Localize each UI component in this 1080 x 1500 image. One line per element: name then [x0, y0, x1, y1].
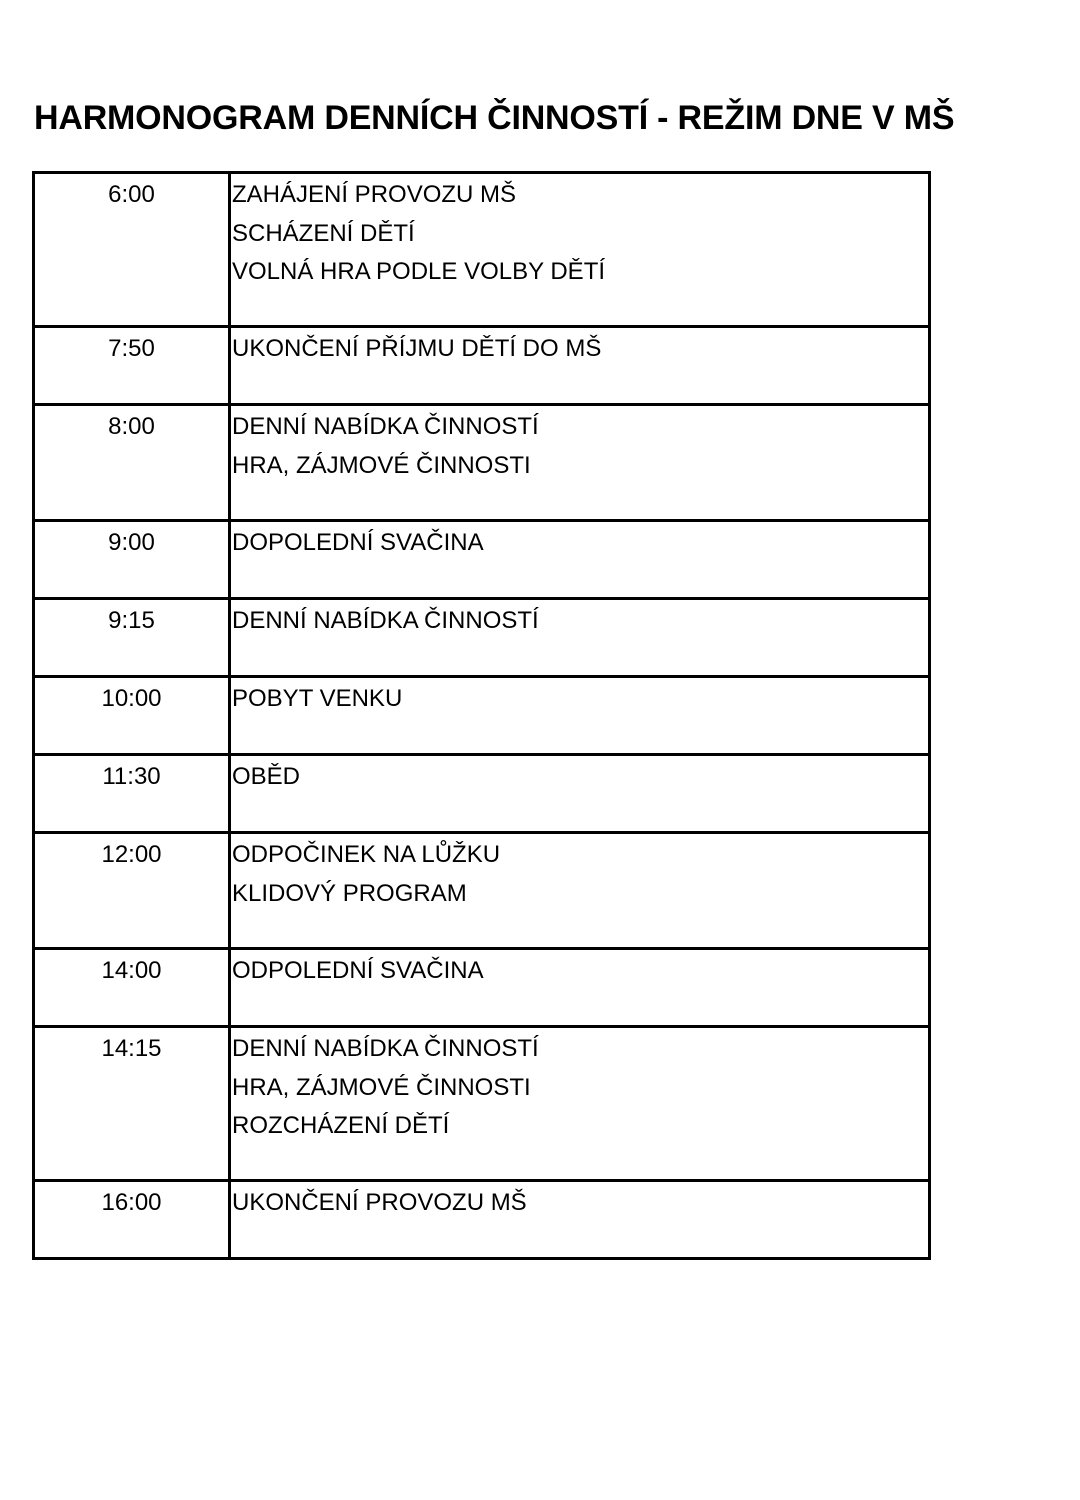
- schedule-activity: VOLNÁ HRA PODLE VOLBY DĚTÍ: [232, 258, 606, 285]
- schedule-activity-cell: [230, 521, 930, 599]
- schedule-body: [34, 173, 930, 1259]
- schedule-activity-cell: [230, 677, 930, 755]
- schedule-activity-cell: [230, 599, 930, 677]
- schedule-time: 9:15: [34, 599, 230, 677]
- schedule-row: [34, 599, 930, 677]
- schedule-activity-cell: [230, 1027, 930, 1181]
- schedule-activity: DENNÍ NABÍDKA ČINNOSTÍ: [232, 607, 539, 634]
- schedule-table: [32, 171, 931, 1260]
- schedule-activity: OBĚD: [232, 763, 301, 790]
- schedule-time: 9:00: [34, 521, 230, 599]
- schedule-row: [34, 949, 930, 1027]
- schedule-time: 16:00: [34, 1181, 230, 1259]
- schedule-activity: ZAHÁJENÍ PROVOZU MŠ: [232, 181, 517, 208]
- schedule-row: [34, 833, 930, 949]
- page-title: HARMONOGRAM DENNÍCH ČINNOSTÍ - REŽIM DNE V MŠ: [34, 99, 955, 137]
- schedule-activity: UKONČENÍ PROVOZU MŠ: [232, 1189, 527, 1216]
- schedule-activity: DENNÍ NABÍDKA ČINNOSTÍ: [232, 1035, 539, 1062]
- schedule-activity: ODPOLEDNÍ SVAČINA: [232, 957, 484, 984]
- schedule-activity-cell: [230, 405, 930, 521]
- schedule-activity: DENNÍ NABÍDKA ČINNOSTÍ: [232, 413, 539, 440]
- schedule-row: [34, 677, 930, 755]
- schedule-row: [34, 327, 930, 405]
- schedule-time: 7:50: [34, 327, 230, 405]
- schedule-activity-cell: [230, 755, 930, 833]
- schedule-row: [34, 755, 930, 833]
- schedule-time: 10:00: [34, 677, 230, 755]
- schedule-time: 8:00: [34, 405, 230, 521]
- schedule-activity: HRA, ZÁJMOVÉ ČINNOSTI: [232, 1073, 531, 1101]
- schedule-row: [34, 521, 930, 599]
- schedule-row: [34, 173, 930, 327]
- schedule-activity: DOPOLEDNÍ SVAČINA: [232, 529, 484, 556]
- schedule-activity-cell: [230, 949, 930, 1027]
- schedule-row: [34, 1027, 930, 1181]
- schedule-row: [34, 405, 930, 521]
- schedule-activity: HRA, ZÁJMOVÉ ČINNOSTI: [232, 451, 531, 479]
- schedule-activity: UKONČENÍ PŘÍJMU DĚTÍ DO MŠ: [232, 335, 602, 362]
- schedule-time: 14:00: [34, 949, 230, 1027]
- schedule-activity-cell: [230, 327, 930, 405]
- schedule-activity-cell: [230, 1181, 930, 1259]
- schedule-activity: ROZCHÁZENÍ DĚTÍ: [232, 1112, 450, 1139]
- schedule-activity: SCHÁZENÍ DĚTÍ: [232, 219, 415, 247]
- schedule-time: 12:00: [34, 833, 230, 949]
- schedule-time: 11:30: [34, 755, 230, 833]
- schedule-activity-cell: [230, 173, 930, 327]
- schedule-row: [34, 1181, 930, 1259]
- schedule-activity: KLIDOVÝ PROGRAM: [232, 879, 467, 907]
- schedule-activity: POBYT VENKU: [232, 685, 403, 712]
- schedule-time: 14:15: [34, 1027, 230, 1181]
- schedule-time: 6:00: [34, 173, 230, 327]
- schedule-activity-cell: [230, 833, 930, 949]
- schedule-activity: ODPOČINEK NA LŮŽKU: [232, 841, 501, 868]
